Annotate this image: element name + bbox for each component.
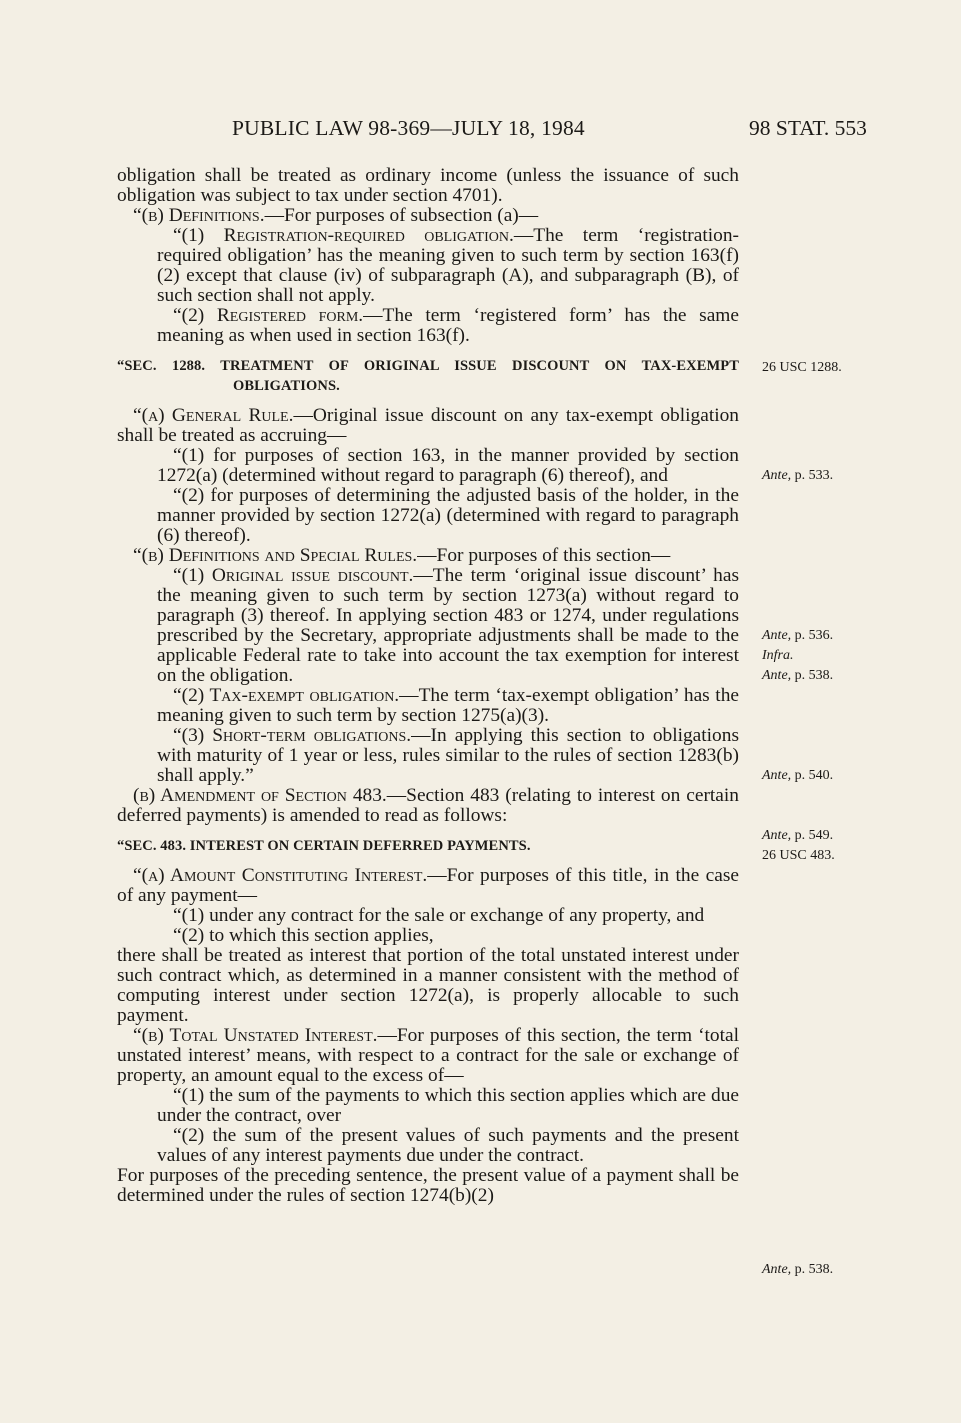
body-text-column [117, 166, 739, 1206]
margin-note-ante-536: Ante, p. 536. [762, 628, 834, 643]
margin-note-usc-1288: 26 USC 1288. [762, 360, 842, 375]
paragraph-amount-constituting-interest: “(a) Amount Constituting Interest.—For purposes of this title, in the case of any payment— [117, 865, 739, 906]
paragraph-registration-required: “(1) Registration-required obligation.—The term ‘registration-required obligation’ has the meaning given to such term by section 163(f)(2) except that clause (iv) of subparagraph (A), and subparagraph (B), of such section shall not apply. [157, 225, 739, 306]
margin-note-ante-538-second: Ante, p. 538. [762, 1262, 834, 1277]
paragraph-continuation: obligation shall be treated as ordinary income (unless the issuance of such obligation was subject to tax under section 4701). [117, 165, 739, 206]
paragraph-total-unstated-interest: “(b) Total Unstated Interest.—For purposes of this section, the term ‘total unstated interest’ means, with respect to a contract for the sale or exchange of property, an amount equal to the excess of— [117, 1025, 739, 1086]
paragraph-b-definitions: “(b) Definitions.—For purposes of subsection (a)— [133, 205, 539, 226]
paragraph-b-definitions-special-rules: “(b) Definitions and Special Rules.—For purposes of this section— [133, 545, 671, 566]
paragraph-original-issue-discount: “(1) Original issue discount.—The term ‘original issue discount’ has the meaning given to such term by section 1273(a) without regard to paragraph (3) thereof. In applying section 483 or 1274, under regulations prescribed by the Secretary, appropriate adjustments shall be made to the applicable Federal rate to take into account the tax exemption for interest on the obligation. [157, 565, 739, 686]
paragraph-483-b-1: “(1) the sum of the payments to which this section applies which are due under the contract, over [157, 1085, 739, 1126]
margin-note-ante-540: Ante, p. 540. [762, 768, 834, 783]
paragraph-a-general-rule: “(a) General Rule.—Original issue discount on any tax-exempt obligation shall be treated as accruing— [117, 405, 739, 446]
paragraph-483-b-2: “(2) the sum of the present values of such payments and the present values of any interest payments due under the contract. [157, 1125, 739, 1166]
margin-note-usc-483: 26 USC 483. [762, 848, 835, 863]
paragraph-treated-as-interest: there shall be treated as interest that portion of the total unstated interest under such contract which, as determined in a manner consistent with the method of computing interest under section 1272(a), is properly allocable to such payment. [117, 945, 739, 1026]
margin-note-ante-533: Ante, p. 533. [762, 468, 834, 483]
paragraph-483-a-2: “(2) to which this section applies, [173, 925, 434, 946]
section-483-heading: “SEC. 483. INTEREST ON CERTAIN DEFERRED PAYMENTS. [117, 838, 531, 854]
margin-note-ante-538: Ante, p. 538. [762, 668, 834, 683]
paragraph-amendment-section-483: (b) Amendment of Section 483.—Section 483 (relating to interest on certain deferred payments) is amended to read as follows: [117, 785, 739, 826]
paragraph-1288-a-1: “(1) for purposes of section 163, in the manner provided by section 1272(a) (determined without regard to paragraph (6) thereof), and [157, 445, 739, 486]
page-header-title: PUBLIC LAW 98-369—JULY 18, 1984 [232, 116, 585, 140]
paragraph-short-term-obligations: “(3) Short-term obligations.—In applying this section to obligations with maturity of 1 year or less, rules similar to the rules of section 1283(b) shall apply.” [157, 725, 739, 786]
paragraph-1288-a-2: “(2) for purposes of determining the adjusted basis of the holder, in the manner provided by section 1272(a) (determined with regard to paragraph (6) thereof). [157, 485, 739, 546]
section-1288-heading: “SEC. 1288. TREATMENT OF ORIGINAL ISSUE DISCOUNT ON TAX-EXEMPT OBLIGATIONS. [117, 358, 739, 394]
paragraph-tax-exempt-obligation: “(2) Tax-exempt obligation.—The term ‘tax-exempt obligation’ has the meaning given to such term by section 1275(a)(3). [157, 685, 739, 726]
margin-note-infra: Infra. [762, 648, 794, 663]
margin-note-ante-549: Ante, p. 549. [762, 828, 834, 843]
paragraph-registered-form: “(2) Registered form.—The term ‘registered form’ has the same meaning as when used in section 163(f). [157, 305, 739, 346]
page-header-stat: 98 STAT. 553 [749, 116, 867, 140]
paragraph-483-a-1: “(1) under any contract for the sale or exchange of any property, and [173, 905, 705, 926]
paragraph-present-value: For purposes of the preceding sentence, the present value of a payment shall be determined under the rules of section 1274(b)(2) [117, 1165, 739, 1206]
